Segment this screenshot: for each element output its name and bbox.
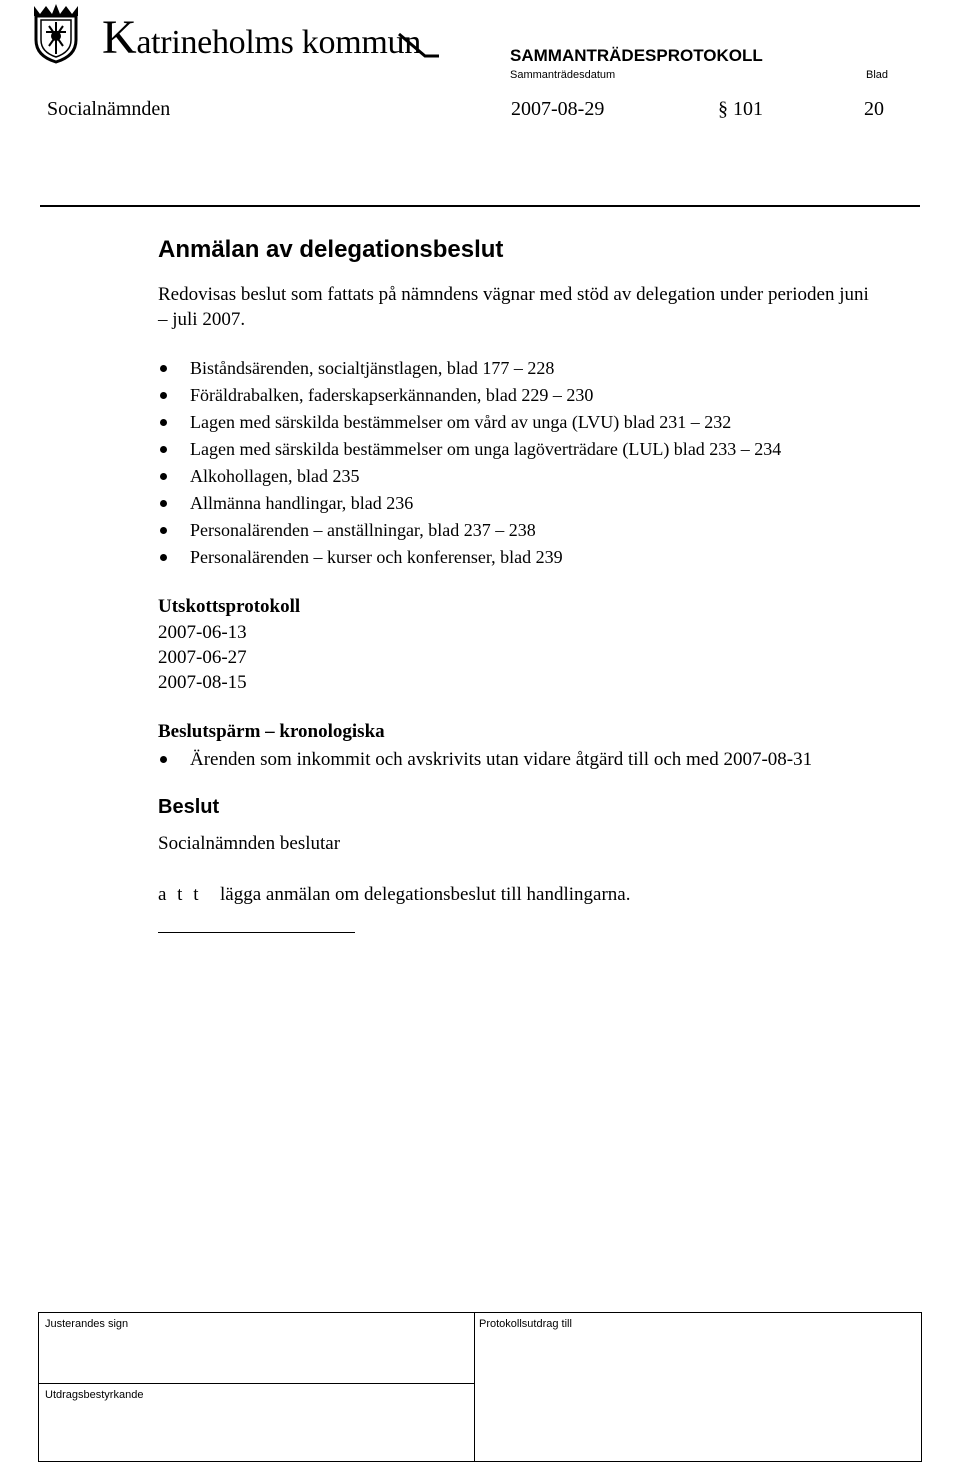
paragraph-value: 101	[733, 98, 763, 120]
list-item	[158, 382, 781, 409]
municipal-crest-icon	[30, 2, 82, 64]
list-item	[158, 409, 781, 436]
list-item-text: Biståndsärenden, socialtjänstlagen, blad 177 – 228	[190, 358, 555, 378]
list-item	[158, 544, 781, 571]
list-item-text: Allmänna handlingar, blad 236	[190, 493, 414, 513]
table-divider-horizontal	[39, 1383, 474, 1384]
sheet-number: 20	[864, 98, 884, 120]
bullet-icon	[160, 446, 167, 453]
meeting-date: 2007-08-29	[511, 98, 605, 120]
decision-heading: Beslut	[158, 796, 220, 818]
list-item	[158, 436, 781, 463]
list-item-text: Ärenden som inkommit och avskrivits utan vidare åtgärd till och med 2007-08-31	[190, 749, 813, 770]
bullet-icon	[160, 419, 167, 426]
list-item-text: Alkohollagen, blad 235	[190, 466, 360, 486]
meeting-date-label: Sammanträdesdatum	[510, 69, 616, 81]
bullet-icon	[160, 473, 167, 480]
decision-binder-title: Beslutspärm – kronologiska	[158, 721, 385, 742]
certification-label: Utdragsbestyrkande	[45, 1389, 144, 1401]
list-item: 2007-08-15	[158, 672, 247, 693]
decision-intro: Socialnämnden beslutar	[158, 833, 341, 854]
bullet-icon	[160, 756, 167, 763]
signature-table	[38, 1312, 922, 1462]
list-item	[158, 746, 812, 773]
committee-minutes-title: Utskottsprotokoll	[158, 596, 301, 617]
extract-to-label: Protokollsutdrag till	[479, 1318, 572, 1330]
list-item	[158, 490, 781, 517]
delegation-list	[158, 355, 781, 571]
logo-initial: K	[102, 11, 137, 64]
bullet-icon	[160, 392, 167, 399]
adjuster-sign-label: Justerandes sign	[45, 1318, 129, 1330]
end-divider	[158, 932, 355, 933]
section-heading: Anmälan av delegationsbeslut	[158, 236, 504, 263]
bullet-icon	[160, 500, 167, 507]
logo-text: atrineholms kommun	[136, 24, 421, 61]
bullet-icon	[160, 527, 167, 534]
table-divider-vertical	[474, 1313, 475, 1461]
bullet-icon	[160, 365, 167, 372]
list-item-text: Föräldrabalken, faderskapserkännanden, blad 229 – 230	[190, 385, 594, 405]
list-item-text: Lagen med särskilda bestämmelser om vård av unga (LVU) blad 231 – 232	[190, 412, 732, 432]
logo-slash-mark	[395, 30, 441, 64]
committee-minutes-dates	[158, 620, 247, 695]
att-label: a t t	[158, 884, 202, 905]
list-item	[158, 517, 781, 544]
list-item-text: Personalärenden – anställningar, blad 237 – 238	[190, 520, 536, 540]
decision-binder-list	[158, 746, 812, 773]
bullet-icon	[160, 554, 167, 561]
document-type: SAMMANTRÄDESPROTOKOLL	[510, 46, 763, 65]
header-divider	[40, 205, 920, 207]
sheet-label: Blad	[866, 69, 889, 81]
municipality-logo	[102, 11, 421, 64]
list-item-text: Lagen med särskilda bestämmelser om unga lagöverträdare (LUL) blad 233 – 234	[190, 439, 782, 459]
paragraph-symbol: §	[718, 98, 728, 120]
list-item: 2007-06-27	[158, 647, 247, 668]
paragraph-number	[718, 98, 763, 121]
decision-text: lägga anmälan om delegationsbeslut till handlingarna.	[220, 884, 631, 905]
intro-paragraph: Redovisas beslut som fattats på nämndens vägnar med stöd av delegation under perioden juni – juli 2007.	[158, 284, 869, 330]
committee-name: Socialnämnden	[47, 98, 171, 120]
list-item: 2007-06-13	[158, 622, 247, 643]
list-item	[158, 355, 781, 382]
list-item	[158, 463, 781, 490]
list-item-text: Personalärenden – kurser och konferenser, blad 239	[190, 547, 563, 567]
